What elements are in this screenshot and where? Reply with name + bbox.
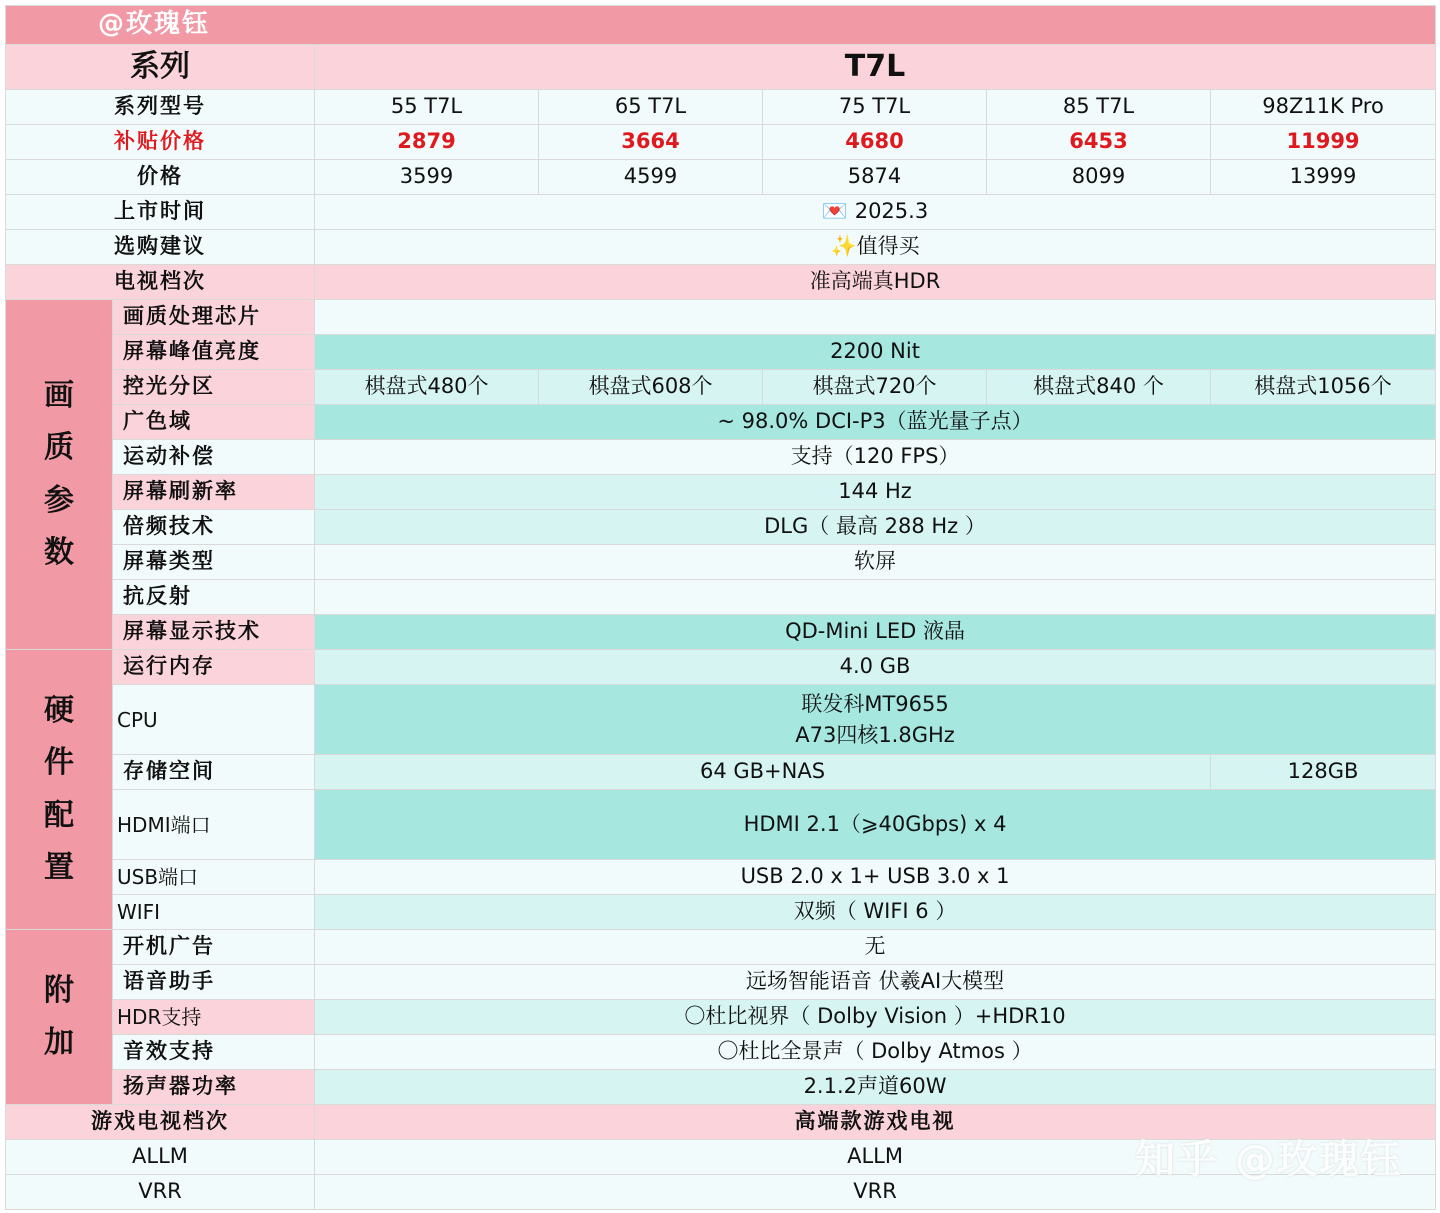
series-label: 系列 <box>6 45 315 90</box>
group-picture <box>6 300 113 650</box>
advice-value <box>315 230 1436 265</box>
storage-row <box>6 755 1436 790</box>
storage-label: 存储空间 <box>113 755 315 790</box>
wifi-value: 双频（ WIFI 6 ） <box>315 895 1436 930</box>
banner-author: @玫瑰钰 <box>6 6 1436 45</box>
series-value: T7L <box>315 45 1436 90</box>
antiglare-label: 抗反射 <box>113 580 315 615</box>
ram-row <box>6 650 1436 685</box>
zones-cell: 棋盘式720个 <box>763 370 987 405</box>
memc-row <box>6 440 1436 475</box>
brightness-value: 2200 Nit <box>315 335 1436 370</box>
zones-row <box>6 370 1436 405</box>
tier-value: 准高端真HDR <box>315 265 1436 300</box>
subsidy-price-row <box>6 125 1436 160</box>
zones-label: 控光分区 <box>113 370 315 405</box>
display-tech-row <box>6 615 1436 650</box>
chip-row <box>6 300 1436 335</box>
price-cell: 3599 <box>315 160 539 195</box>
zones-cell: 棋盘式480个 <box>315 370 539 405</box>
price-label: 价格 <box>6 160 315 195</box>
allm-row <box>6 1140 1436 1175</box>
voice-row <box>6 965 1436 1000</box>
model-cell: 75 T7L <box>763 90 987 125</box>
audio-row <box>6 1035 1436 1070</box>
price-cell: 4599 <box>539 160 763 195</box>
launch-row <box>6 195 1436 230</box>
antiglare-row <box>6 580 1436 615</box>
speaker-row <box>6 1070 1436 1105</box>
tier-label: 电视档次 <box>6 265 315 300</box>
vrr-label: VRR <box>6 1175 315 1210</box>
hdmi-row <box>6 790 1436 860</box>
subsidy-price-cell: 3664 <box>539 125 763 160</box>
ram-value: 4.0 GB <box>315 650 1436 685</box>
ram-label: 运行内存 <box>113 650 315 685</box>
allm-label: ALLM <box>6 1140 315 1175</box>
screen-type-value: 软屏 <box>315 545 1436 580</box>
hdmi-value: HDMI 2.1（⩾40Gbps) x 4 <box>315 790 1436 860</box>
zones-cell: 棋盘式608个 <box>539 370 763 405</box>
hdr-label: HDR支持 <box>113 1000 315 1035</box>
tier-row <box>6 265 1436 300</box>
advice-text: 值得买 <box>856 234 920 259</box>
freq-label: 倍频技术 <box>113 510 315 545</box>
display-tech-value: QD-Mini LED 液晶 <box>315 615 1436 650</box>
freq-value: DLG（ 最高 288 Hz ） <box>315 510 1436 545</box>
model-cell: 55 T7L <box>315 90 539 125</box>
group-extra <box>6 930 113 1105</box>
refresh-value: 144 Hz <box>315 475 1436 510</box>
subsidy-price-cell: 4680 <box>763 125 987 160</box>
subsidy-price-label: 补贴价格 <box>6 125 315 160</box>
banner-row <box>6 6 1436 45</box>
zones-cell: 棋盘式1056个 <box>1211 370 1436 405</box>
memc-label: 运动补偿 <box>113 440 315 475</box>
allm-value: ALLM <box>315 1140 1436 1175</box>
launch-value <box>315 195 1436 230</box>
gamut-label: 广色域 <box>113 405 315 440</box>
screen-type-row <box>6 545 1436 580</box>
subsidy-price-cell: 6453 <box>987 125 1211 160</box>
cpu-row <box>6 685 1436 755</box>
refresh-row <box>6 475 1436 510</box>
cpu-line-1: 联发科MT9655 <box>801 691 949 716</box>
advice-row <box>6 230 1436 265</box>
usb-row <box>6 860 1436 895</box>
love-letter-icon: 💌 <box>821 199 849 224</box>
storage-value-main: 64 GB+NAS <box>315 755 1211 790</box>
usb-label: USB端口 <box>113 860 315 895</box>
spec-table <box>5 5 1436 1210</box>
cpu-line-2: A73四核1.8GHz <box>795 722 955 747</box>
spec-table-container <box>5 5 1435 1208</box>
audio-label: 音效支持 <box>113 1035 315 1070</box>
sparkles-icon: ✨ <box>830 234 857 259</box>
models-label: 系列型号 <box>6 90 315 125</box>
speaker-label: 扬声器功率 <box>113 1070 315 1105</box>
antiglare-value <box>315 580 1436 615</box>
brightness-row <box>6 335 1436 370</box>
launch-date: 2025.3 <box>854 199 929 224</box>
hdr-value: 〇杜比视界（ Dolby Vision ）+HDR10 <box>315 1000 1436 1035</box>
vrr-value: VRR <box>315 1175 1436 1210</box>
boot-ads-value: 无 <box>315 930 1436 965</box>
group-picture-label: 画质参数 <box>44 377 74 570</box>
price-cell: 13999 <box>1211 160 1436 195</box>
game-tier-label: 游戏电视档次 <box>6 1105 315 1140</box>
price-cell: 8099 <box>987 160 1211 195</box>
models-row <box>6 90 1436 125</box>
display-tech-label: 屏幕显示技术 <box>113 615 315 650</box>
brightness-label: 屏幕峰值亮度 <box>113 335 315 370</box>
screen-type-label: 屏幕类型 <box>113 545 315 580</box>
launch-label: 上市时间 <box>6 195 315 230</box>
usb-value: USB 2.0 x 1+ USB 3.0 x 1 <box>315 860 1436 895</box>
subsidy-price-cell: 2879 <box>315 125 539 160</box>
audio-value: 〇杜比全景声（ Dolby Atmos ） <box>315 1035 1436 1070</box>
advice-label: 选购建议 <box>6 230 315 265</box>
vrr-row <box>6 1175 1436 1210</box>
cpu-value <box>315 685 1436 755</box>
group-hardware <box>6 650 113 930</box>
model-cell: 65 T7L <box>539 90 763 125</box>
boot-ads-label: 开机广告 <box>113 930 315 965</box>
watermark: 知乎 @玫瑰钰 <box>1135 1137 1403 1183</box>
price-row <box>6 160 1436 195</box>
chip-label: 画质处理芯片 <box>113 300 315 335</box>
voice-value: 远场智能语音 伏羲AI大模型 <box>315 965 1436 1000</box>
freq-row <box>6 510 1436 545</box>
game-tier-value: 高端款游戏电视 <box>315 1105 1436 1140</box>
memc-value: 支持（120 FPS） <box>315 440 1436 475</box>
storage-value-last: 128GB <box>1211 755 1436 790</box>
voice-label: 语音助手 <box>113 965 315 1000</box>
subsidy-price-cell: 11999 <box>1211 125 1436 160</box>
cpu-label: CPU <box>113 685 315 755</box>
boot-ads-row <box>6 930 1436 965</box>
chip-value <box>315 300 1436 335</box>
hdmi-label: HDMI端口 <box>113 790 315 860</box>
wifi-label: WIFI <box>113 895 315 930</box>
speaker-value: 2.1.2声道60W <box>315 1070 1436 1105</box>
gamut-value: ~ 98.0% DCI-P3（蓝光量子点） <box>315 405 1436 440</box>
model-cell: 85 T7L <box>987 90 1211 125</box>
model-cell: 98Z11K Pro <box>1211 90 1436 125</box>
hdr-row <box>6 1000 1436 1035</box>
gamut-row <box>6 405 1436 440</box>
group-hardware-label: 硬件配置 <box>44 692 74 885</box>
header-row <box>6 45 1436 90</box>
price-cell: 5874 <box>763 160 987 195</box>
group-extra-label: 附加 <box>44 972 74 1060</box>
zones-cell: 棋盘式840 个 <box>987 370 1211 405</box>
refresh-label: 屏幕刷新率 <box>113 475 315 510</box>
game-tier-row <box>6 1105 1436 1140</box>
wifi-row <box>6 895 1436 930</box>
